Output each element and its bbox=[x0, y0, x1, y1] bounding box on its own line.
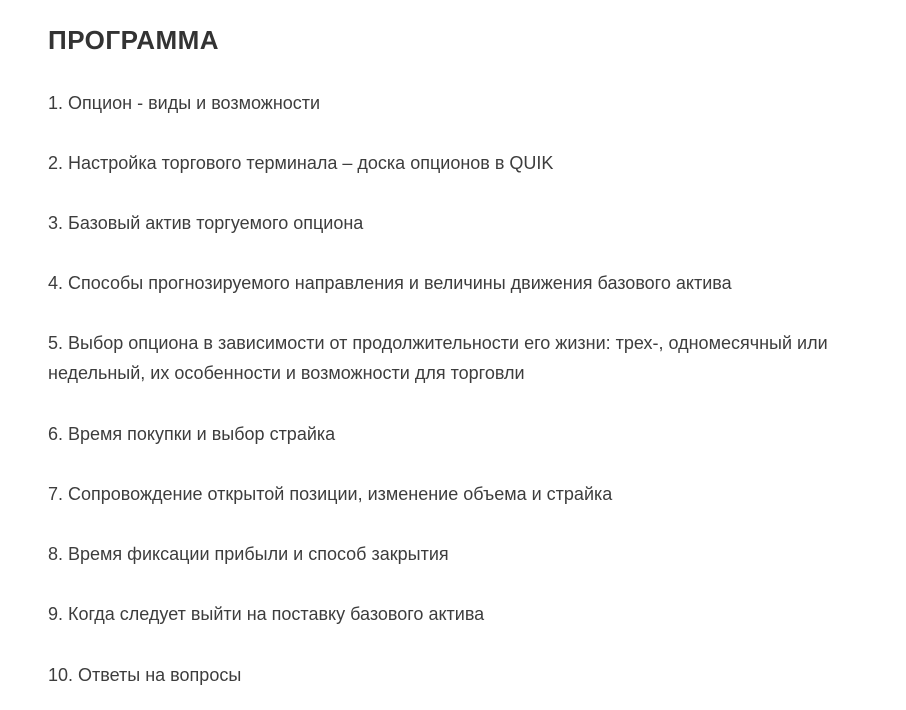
page-title: ПРОГРАММА bbox=[48, 25, 220, 55]
item-text: Настройка торгового терминала – доска опционов в QUIK bbox=[68, 153, 554, 173]
item-text: Базовый актив торгуемого опциона bbox=[68, 213, 364, 233]
item-text: Время покупки и выбор страйка bbox=[68, 424, 336, 444]
item-number: 7. bbox=[48, 484, 64, 504]
item-number: 1. bbox=[48, 93, 64, 113]
list-item bbox=[48, 268, 882, 298]
list-item bbox=[48, 660, 882, 690]
item-text: Опцион - виды и возможности bbox=[68, 93, 321, 113]
item-text: Ответы на вопросы bbox=[78, 665, 242, 685]
list-item bbox=[48, 208, 882, 238]
item-number: 4. bbox=[48, 273, 64, 293]
list-item bbox=[48, 148, 882, 178]
item-number: 6. bbox=[48, 424, 64, 444]
item-number: 5. bbox=[48, 333, 64, 353]
item-text: Способы прогнозируемого направления и величины движения базового актива bbox=[68, 273, 732, 293]
list-item bbox=[48, 479, 882, 509]
item-number: 9. bbox=[48, 604, 64, 624]
list-item bbox=[48, 599, 882, 629]
list-item bbox=[48, 328, 882, 388]
item-text: Когда следует выйти на поставку базового актива bbox=[68, 604, 485, 624]
item-text: Выбор опциона в зависимости от продолжительности его жизни: трех-, одномесячный или недельный, их особенности и возможности для торговли bbox=[48, 333, 828, 383]
item-number: 8. bbox=[48, 544, 64, 564]
item-number: 3. bbox=[48, 213, 64, 233]
item-number: 2. bbox=[48, 153, 64, 173]
list-item bbox=[48, 88, 882, 118]
item-text: Сопровождение открытой позиции, изменение объема и страйка bbox=[68, 484, 613, 504]
list-item bbox=[48, 539, 882, 569]
list-item bbox=[48, 419, 882, 449]
item-number: 10. bbox=[48, 665, 74, 685]
item-text: Время фиксации прибыли и способ закрытия bbox=[68, 544, 449, 564]
